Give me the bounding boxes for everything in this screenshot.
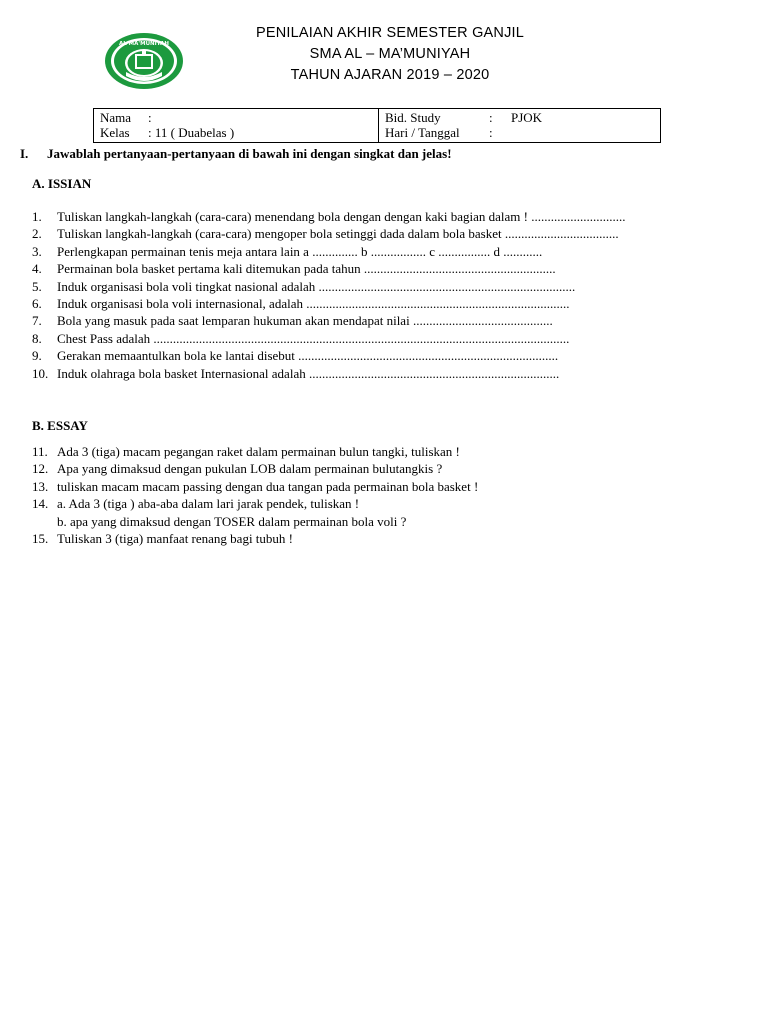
list-item: 14. a. Ada 3 (tiga ) aba-aba dalam lari jarak pendek, tuliskan ! — [32, 496, 360, 512]
document-header — [200, 23, 580, 86]
sub-question-b: b. apa yang dimaksud dengan TOSER dalam permainan bola voli ? — [57, 513, 407, 529]
section-b-title: B. ESSAY — [32, 418, 88, 433]
bid-study-label: Bid. Study — [385, 110, 441, 125]
section-a-list — [32, 208, 625, 382]
list-item: 1. Tuliskan langkah-langkah (cara-cara) menendang bola dengan dengan kaki bagian dalam ! ............................. — [32, 209, 626, 224]
nama-value: : — [148, 110, 152, 125]
student-info-table — [93, 108, 661, 143]
section-b-list — [32, 443, 478, 547]
list-item: 11. Ada 3 (tiga) macam pegangan raket dalam permainan bulun tangki, tuliskan ! — [32, 444, 460, 459]
exam-title: PENILAIAN AKHIR SEMESTER GANJIL — [255, 25, 525, 41]
list-item: 2. Tuliskan langkah-langkah (cara-cara) mengoper bola setinggi dada dalam bola basket ................................... — [32, 226, 619, 242]
list-item: 12. Apa yang dimaksud dengan pukulan LOB dalam permainan bulutangkis ? — [32, 461, 443, 477]
instruction-text: Jawablah pertanyaan-pertanyaan di bawah ini dengan singkat dan jelas! — [47, 146, 452, 161]
bid-study-value: PJOK — [511, 110, 543, 125]
nama-cell — [94, 109, 379, 143]
list-item: 7. Bola yang masuk pada saat lemparan hukuman akan mendapat nilai ........................................... — [32, 313, 553, 329]
list-item: 15. Tuliskan 3 (tiga) manfaat renang bagi tubuh ! — [32, 531, 293, 547]
school-name: SMA AL – MA’MUNIYAH — [309, 46, 471, 62]
list-item — [32, 513, 478, 530]
academic-year: TAHUN AJARAN 2019 – 2020 — [290, 67, 490, 83]
school-logo — [104, 32, 184, 90]
instruction — [20, 146, 452, 162]
list-item: 5. Induk organisasi bola voli tingkat nasional adalah ............................................................................... — [32, 278, 576, 294]
list-item: 13. tuliskan macam macam passing dengan dua tangan pada permainan bola basket ! — [32, 478, 479, 494]
list-item: 9. Gerakan memaantulkan bola ke lantai disebut ................................................................................ — [32, 348, 559, 364]
list-item: 4. Permainan bola basket pertama kali ditemukan pada tahun ........................................................... — [32, 261, 556, 277]
list-item: 3. Perlengkapan permainan tenis meja antara lain a .............. b ................. c ................ d ............ — [32, 243, 543, 259]
kelas-label: Kelas — [100, 125, 130, 140]
subject-cell — [379, 109, 661, 143]
bid-study-colon: : — [489, 110, 493, 125]
nama-label: Nama — [100, 110, 132, 125]
section-a-title: A. ISSIAN — [32, 176, 92, 191]
hari-tanggal-label: Hari / Tanggal — [385, 125, 460, 140]
list-item: 10. Induk olahraga bola basket Internasional adalah ............................................................................. — [32, 365, 560, 381]
logo-text: AL MA'MUNIYAH — [119, 41, 169, 47]
list-item: 8. Chest Pass adalah ................................................................................................................................ — [32, 330, 570, 346]
hari-tanggal-value: : — [489, 125, 493, 140]
instruction-number: I. — [20, 146, 29, 161]
list-item: 6. Induk organisasi bola voli internasional, adalah ................................................................................. — [32, 296, 570, 312]
kelas-value: : 11 ( Duabelas ) — [148, 125, 235, 140]
